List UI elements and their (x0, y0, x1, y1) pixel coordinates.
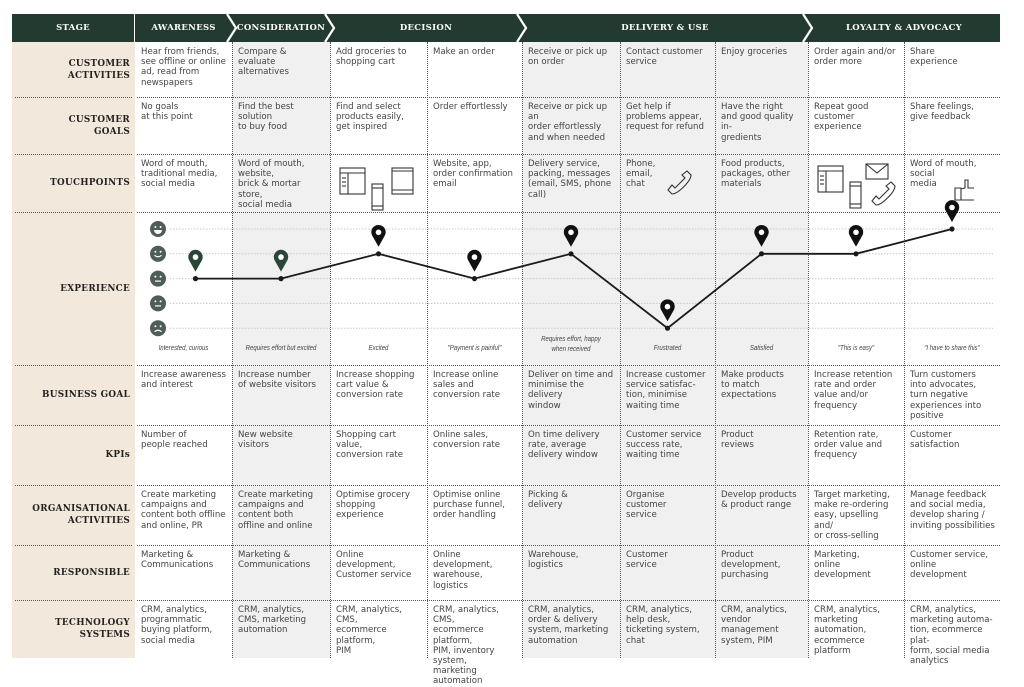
row-divider (15, 365, 132, 366)
organisational-activities-cell: Target marketing, make re-ordering easy, upselling and/ or cross-selling (814, 490, 890, 541)
technology-systems-cell: CRM, analytics, programmatic buying platform, social media (141, 605, 213, 646)
map-pin-icon (188, 250, 202, 272)
stage-loyalty-advocacy: LOYALTY & ADVOCACY (808, 14, 1000, 42)
touchpoints-cell: Phone, email, chat (626, 159, 656, 190)
customer-goals-cell: No goals at this point (141, 102, 193, 123)
responsible-cell: Customer service, online development (910, 550, 988, 581)
row-label-customer-goals: CUSTOMER GOALS (68, 114, 130, 137)
kpis-cell: New website visitors (238, 430, 293, 451)
customer-activities-cell: Hear from friends, see offline or online ad, read from newspapers (141, 47, 226, 88)
experience-label: Excited (368, 343, 389, 352)
browser-window-icon (340, 168, 365, 194)
stage-delivery-use: DELIVERY & USE (522, 14, 808, 42)
organisational-activities-cell: Develop products & product range (721, 490, 797, 511)
business-goal-cell: Increase shopping cart value & conversion rate (336, 370, 415, 401)
row-divider (137, 97, 1000, 98)
organisational-activities-cell: Picking & delivery (528, 490, 568, 511)
map-pin-icon (849, 225, 863, 247)
tablet-icon (392, 168, 413, 194)
kpis-cell: Online sales, conversion rate (433, 430, 501, 451)
row-divider (15, 154, 132, 155)
technology-systems-cell: CRM, analytics, CMS, marketing automation (238, 605, 307, 636)
technology-systems-cell: CRM, analytics, order & delivery system, marketing automation (528, 605, 609, 646)
responsible-cell: Marketing & Communications (141, 550, 214, 571)
phone-handset-icon (872, 182, 895, 205)
touchpoints-cell: Delivery service, packing, messages (email, SMS, phone call) (528, 159, 612, 200)
stage-decision: DECISION (330, 14, 522, 42)
map-pin-icon (371, 225, 385, 247)
experience-point (278, 276, 283, 281)
face-very-happy-icon (150, 221, 166, 237)
experience-label: Requires effort but excited (245, 343, 317, 352)
browser-window-icon (818, 166, 843, 192)
customer-activities-cell: Add groceries to shopping cart (336, 47, 407, 68)
row-divider (15, 212, 132, 213)
experience-point (759, 251, 764, 256)
technology-systems-cell: CRM, analytics, marketing automation, ecommerce platform (814, 605, 880, 656)
customer-activities-cell: Contact customer service (626, 47, 703, 68)
customer-goals-cell: Get help if problems appear, request for refund (626, 102, 704, 133)
customer-activities-cell: Compare & evaluate alternatives (238, 47, 290, 78)
map-pin-icon (274, 250, 288, 272)
map-pin-icon (467, 250, 481, 272)
experience-label: Interested, curious (158, 343, 209, 352)
row-divider (137, 425, 1000, 426)
customer-goals-cell: Have the right and good quality in- gredients (721, 102, 794, 143)
row-divider (137, 545, 1000, 546)
row-label-responsible: RESPONSIBLE (53, 567, 130, 578)
row-divider (137, 365, 1000, 366)
row-divider (15, 485, 132, 486)
experience-label: Frustrated (653, 343, 682, 352)
business-goal-cell: Increase number of website visitors (238, 370, 317, 391)
face-sad-icon (150, 320, 166, 336)
touchpoints-cell: Website, app, order confirmation email (433, 159, 513, 190)
row-label-experience: EXPERIENCE (60, 283, 130, 294)
kpis-cell: Customer service success rate, waiting time (626, 430, 702, 461)
customer-activities-cell: Enjoy groceries (721, 47, 788, 57)
customer-goals-cell: Order effortlessly (433, 102, 508, 112)
organisational-activities-cell: Organise customer service (626, 490, 667, 521)
smartphone-icon (372, 184, 383, 210)
kpis-cell: Customer satisfaction (910, 430, 960, 451)
kpis-cell: Shopping cart value, conversion rate (336, 430, 404, 461)
experience-point (472, 276, 477, 281)
experience-point (193, 276, 198, 281)
experience-label: "I have to share this" (924, 343, 980, 352)
kpis-cell: Retention rate, order value and frequency (814, 430, 883, 461)
row-label-business-goal: BUSINESS GOAL (42, 390, 130, 400)
customer-activities-cell: Order again and/or order more (814, 47, 896, 68)
row-label-customer-activities: CUSTOMER ACTIVITIES (67, 58, 130, 81)
experience-point (853, 251, 858, 256)
kpis-cell: Number of people reached (141, 430, 208, 451)
touchpoints-cell: Word of mouth, social media (910, 159, 977, 190)
business-goal-cell: Increase retention rate and order value and/or frequency (814, 370, 893, 411)
experience-label: Requires effort, happy when received (541, 334, 601, 353)
stage-header: STAGE (12, 14, 134, 42)
stage-consideration: CONSIDERATION (232, 14, 330, 42)
row-divider (15, 425, 132, 426)
technology-systems-cell: CRM, analytics, vendor management system, PIM (721, 605, 787, 646)
face-unhappy-icon (150, 295, 166, 311)
row-divider (137, 154, 1000, 155)
responsible-cell: Online development, Customer service (336, 550, 412, 581)
technology-systems-cell: CRM, analytics, help desk, ticketing system, chat (626, 605, 700, 646)
technology-systems-cell: CRM, analytics, marketing automa- tion, ecommerce plat- form, social media analytics (910, 605, 993, 667)
experience-point (949, 226, 954, 231)
touchpoints-cell: Word of mouth, website, brick & mortar store, social media (238, 159, 305, 210)
touchpoints-cell: Food products, packages, other materials (721, 159, 791, 190)
business-goal-cell: Increase online sales and conversion rate (433, 370, 501, 401)
map-pin-icon (754, 225, 768, 247)
customer-activities-cell: Make an order (433, 47, 495, 57)
organisational-activities-cell: Create marketing campaigns and content both offline and online (238, 490, 314, 531)
responsible-cell: Warehouse, logistics (528, 550, 579, 571)
row-label-touchpoints: TOUCHPOINTS (50, 178, 130, 188)
business-goal-cell: Increase customer service satisfac- tion, minimise waiting time (626, 370, 706, 411)
business-goal-cell: Deliver on time and minimise the delivery window (528, 370, 614, 411)
customer-goals-cell: Share feelings, give feedback (910, 102, 975, 123)
row-divider (137, 485, 1000, 486)
customer-goals-cell: Receive or pick up an order effortlessly and when needed (528, 102, 608, 143)
customer-goals-cell: Repeat good customer experience (814, 102, 869, 133)
organisational-activities-cell: Manage feedback and social media, develop sharing / inviting possibilities (910, 490, 995, 531)
experience-label: "Payment is painful" (447, 343, 502, 352)
responsible-cell: Marketing, online development (814, 550, 871, 581)
row-label-organisational-activities: ORGANISATIONAL ACTIVITIES (32, 504, 130, 526)
row-divider (137, 600, 1000, 601)
customer-goals-cell: Find and select products easily, get inspired (336, 102, 404, 133)
map-pin-icon (660, 299, 674, 321)
stage-awareness: AWARENESS (135, 14, 232, 42)
face-neutral-icon (150, 271, 166, 287)
row-label-technology-systems: TECHNOLOGY SYSTEMS (55, 618, 130, 640)
customer-activities-cell: Share experience (910, 47, 958, 68)
organisational-activities-cell: Optimise online purchase funnel, order handling (433, 490, 505, 521)
business-goal-cell: Turn customers into advocates, turn negative experiences into positive (910, 370, 982, 421)
experience-point (376, 251, 381, 256)
row-label-kpis: KPIs (105, 450, 130, 460)
experience-label: "This is easy" (837, 343, 875, 352)
technology-systems-cell: CRM, analytics, CMS, ecommerce platform, PIM, inventory system, marketing automation (433, 605, 499, 687)
row-divider (15, 600, 132, 601)
kpis-cell: Product reviews (721, 430, 754, 451)
responsible-cell: Customer service (626, 550, 668, 571)
envelope-icon (866, 164, 888, 179)
organisational-activities-cell: Create marketing campaigns and content both offline and online, PR (141, 490, 226, 531)
map-pin-icon (564, 225, 578, 247)
row-divider (15, 97, 132, 98)
experience-point (665, 326, 670, 331)
row-divider (15, 545, 132, 546)
experience-label: Satisfied (749, 343, 774, 352)
responsible-cell: Product development, purchasing (721, 550, 781, 581)
smartphone-icon (850, 182, 861, 208)
organisational-activities-cell: Optimise grocery shopping experience (336, 490, 410, 521)
kpis-cell: On time delivery rate, average delivery window (528, 430, 600, 461)
touchpoints-cell: Word of mouth, traditional media, social media (141, 159, 218, 190)
business-goal-cell: Increase awareness and interest (141, 370, 226, 391)
technology-systems-cell: CRM, analytics, CMS, ecommerce platform, PIM (336, 605, 402, 656)
experience-point (568, 251, 573, 256)
responsible-cell: Marketing & Communications (238, 550, 311, 571)
business-goal-cell: Make products to match expectations (721, 370, 784, 401)
map-pin-icon (945, 200, 959, 222)
responsible-cell: Online development, warehouse, logistics (433, 550, 493, 591)
customer-goals-cell: Find the best solution to buy food (238, 102, 294, 133)
face-happy-icon (150, 246, 166, 262)
customer-activities-cell: Receive or pick up on order (528, 47, 608, 68)
